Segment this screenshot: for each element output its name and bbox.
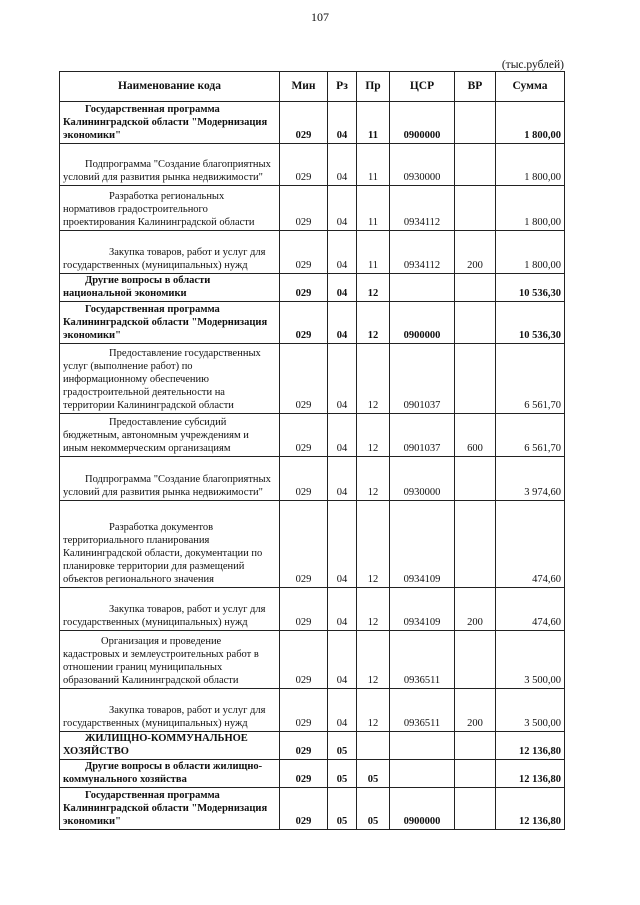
row-csr: 0934109	[390, 501, 455, 588]
row-name: Организация и проведение кадастровых и землеустроительных работ в отношении границ муниципальных образований Калининградской области	[60, 631, 280, 689]
row-name: Подпрограмма "Создание благоприятных условий для развития рынка недвижимости"	[60, 457, 280, 501]
row-rz: 04	[328, 344, 357, 414]
row-vr	[455, 344, 496, 414]
row-name: ЖИЛИЩНО-КОММУНАЛЬНОЕ ХОЗЯЙСТВО	[60, 732, 280, 760]
row-csr: 0900000	[390, 102, 455, 144]
row-vr	[455, 186, 496, 231]
row-name: Закупка товаров, работ и услуг для государственных (муниципальных) нужд	[60, 588, 280, 631]
row-name: Разработка региональных нормативов градостроительного проектирования Калининградской области	[60, 186, 280, 231]
row-csr: 0900000	[390, 302, 455, 344]
table-row	[60, 414, 565, 457]
row-vr: 600	[455, 414, 496, 457]
row-sum: 10 536,30	[496, 274, 565, 302]
row-pr: 11	[357, 186, 390, 231]
header-min: Мин	[280, 72, 328, 102]
row-rz: 04	[328, 631, 357, 689]
row-sum: 12 136,80	[496, 732, 565, 760]
row-rz: 05	[328, 788, 357, 830]
row-rz: 04	[328, 186, 357, 231]
table-row	[60, 631, 565, 689]
table-row	[60, 274, 565, 302]
row-rz: 04	[328, 102, 357, 144]
row-pr: 11	[357, 231, 390, 274]
row-vr: 200	[455, 689, 496, 732]
row-pr	[357, 732, 390, 760]
row-name: Закупка товаров, работ и услуг для государственных (муниципальных) нужд	[60, 231, 280, 274]
row-rz: 05	[328, 732, 357, 760]
units-label: (тыс.рублей)	[501, 59, 564, 71]
row-vr	[455, 144, 496, 186]
row-vr: 200	[455, 588, 496, 631]
table-row	[60, 689, 565, 732]
row-min: 029	[280, 732, 328, 760]
row-min: 029	[280, 144, 328, 186]
row-min: 029	[280, 788, 328, 830]
row-csr: 0901037	[390, 414, 455, 457]
table-header-row	[60, 72, 565, 102]
row-min: 029	[280, 186, 328, 231]
row-min: 029	[280, 631, 328, 689]
row-pr: 12	[357, 414, 390, 457]
row-min: 029	[280, 689, 328, 732]
row-pr: 12	[357, 501, 390, 588]
row-rz: 04	[328, 274, 357, 302]
row-sum: 1 800,00	[496, 144, 565, 186]
row-pr: 12	[357, 631, 390, 689]
row-rz: 04	[328, 457, 357, 501]
header-sum: Сумма	[496, 72, 565, 102]
row-name: Предоставление государственных услуг (выполнение работ) по информационному обеспечению градостроительной деятельности на территории Калининградской области	[60, 344, 280, 414]
row-rz: 04	[328, 689, 357, 732]
row-min: 029	[280, 344, 328, 414]
row-vr	[455, 501, 496, 588]
row-sum: 1 800,00	[496, 231, 565, 274]
row-sum: 474,60	[496, 501, 565, 588]
row-csr: 0930000	[390, 457, 455, 501]
header-name: Наименование кода	[60, 72, 280, 102]
table-row	[60, 788, 565, 830]
row-rz: 04	[328, 588, 357, 631]
row-name: Другие вопросы в области жилищно-коммунального хозяйства	[60, 760, 280, 788]
table-row	[60, 457, 565, 501]
row-vr	[455, 302, 496, 344]
row-name: Разработка документов территориального планирования Калининградской области, документации по планировке территории для размещений объектов регионального значения	[60, 501, 280, 588]
row-rz: 04	[328, 231, 357, 274]
budget-table	[59, 71, 565, 830]
row-pr: 12	[357, 588, 390, 631]
page-number: 107	[311, 10, 329, 24]
table-row	[60, 588, 565, 631]
row-min: 029	[280, 231, 328, 274]
table-row	[60, 501, 565, 588]
row-pr: 05	[357, 788, 390, 830]
row-sum: 12 136,80	[496, 760, 565, 788]
row-vr	[455, 732, 496, 760]
row-sum: 6 561,70	[496, 344, 565, 414]
row-pr: 11	[357, 102, 390, 144]
row-vr	[455, 274, 496, 302]
row-rz: 04	[328, 414, 357, 457]
row-sum: 3 500,00	[496, 631, 565, 689]
row-rz: 05	[328, 760, 357, 788]
row-sum: 3 500,00	[496, 689, 565, 732]
row-csr: 0930000	[390, 144, 455, 186]
row-name: Государственная программа Калининградской области "Модернизация экономики"	[60, 302, 280, 344]
row-rz: 04	[328, 144, 357, 186]
row-csr: 0936511	[390, 689, 455, 732]
header-rz: Рз	[328, 72, 357, 102]
row-name: Подпрограмма "Создание благоприятных условий для развития рынка недвижимости"	[60, 144, 280, 186]
row-csr	[390, 760, 455, 788]
row-sum: 1 800,00	[496, 102, 565, 144]
row-rz: 04	[328, 302, 357, 344]
table-row	[60, 231, 565, 274]
row-min: 029	[280, 414, 328, 457]
row-pr: 05	[357, 760, 390, 788]
row-csr: 0936511	[390, 631, 455, 689]
row-sum: 474,60	[496, 588, 565, 631]
row-sum: 10 536,30	[496, 302, 565, 344]
table-row	[60, 302, 565, 344]
row-name: Предоставление субсидий бюджетным, автономным учреждениям и иным некоммерческим организациям	[60, 414, 280, 457]
row-sum: 12 136,80	[496, 788, 565, 830]
row-rz: 04	[328, 501, 357, 588]
table-row	[60, 732, 565, 760]
row-csr: 0901037	[390, 344, 455, 414]
row-vr	[455, 788, 496, 830]
row-vr: 200	[455, 231, 496, 274]
row-min: 029	[280, 274, 328, 302]
row-csr: 0900000	[390, 788, 455, 830]
row-csr: 0934109	[390, 588, 455, 631]
row-sum: 6 561,70	[496, 414, 565, 457]
table-row	[60, 144, 565, 186]
row-min: 029	[280, 102, 328, 144]
header-csr: ЦСР	[390, 72, 455, 102]
row-csr: 0934112	[390, 186, 455, 231]
row-sum: 3 974,60	[496, 457, 565, 501]
row-name: Закупка товаров, работ и услуг для государственных (муниципальных) нужд	[60, 689, 280, 732]
row-min: 029	[280, 588, 328, 631]
row-pr: 12	[357, 302, 390, 344]
row-vr	[455, 631, 496, 689]
row-vr	[455, 457, 496, 501]
row-pr: 12	[357, 274, 390, 302]
row-pr: 12	[357, 344, 390, 414]
row-min: 029	[280, 760, 328, 788]
row-vr	[455, 760, 496, 788]
row-pr: 12	[357, 457, 390, 501]
table-row	[60, 102, 565, 144]
table-row	[60, 760, 565, 788]
row-name: Государственная программа Калининградской области "Модернизация экономики"	[60, 102, 280, 144]
row-min: 029	[280, 501, 328, 588]
header-vr: ВР	[455, 72, 496, 102]
row-vr	[455, 102, 496, 144]
row-pr: 11	[357, 144, 390, 186]
row-min: 029	[280, 302, 328, 344]
row-csr	[390, 274, 455, 302]
row-pr: 12	[357, 689, 390, 732]
header-pr: Пр	[357, 72, 390, 102]
table-row	[60, 344, 565, 414]
row-csr: 0934112	[390, 231, 455, 274]
row-min: 029	[280, 457, 328, 501]
row-csr	[390, 732, 455, 760]
row-name: Другие вопросы в области национальной экономики	[60, 274, 280, 302]
row-name: Государственная программа Калининградской области "Модернизация экономики"	[60, 788, 280, 830]
table-row	[60, 186, 565, 231]
row-sum: 1 800,00	[496, 186, 565, 231]
